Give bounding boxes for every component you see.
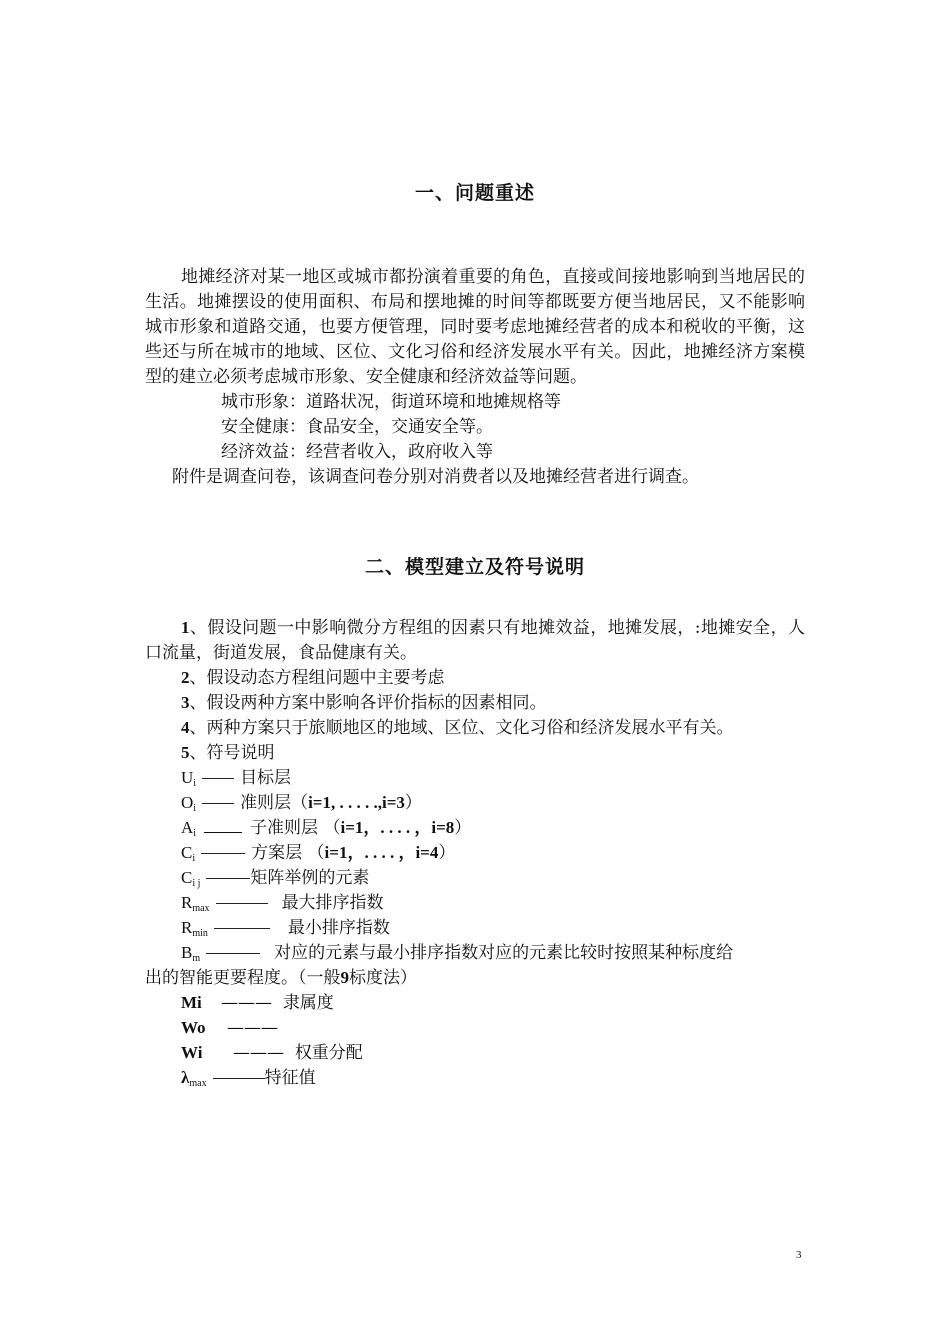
symbol-c-subscript: i	[192, 853, 196, 864]
assumption-2-text: 、假设动态方程组问题中主要考虑	[189, 668, 445, 688]
dash-line	[202, 803, 234, 804]
symbol-a-name: A	[181, 818, 194, 837]
dash-line	[213, 1078, 265, 1079]
symbol-a-description: 子准则层 （	[250, 818, 341, 838]
assumption-4	[181, 715, 734, 741]
symbol-a-close: ）	[454, 818, 472, 838]
symbol-rmax-subscript: max	[192, 903, 210, 914]
symbol-rmin-name: R	[181, 918, 193, 937]
item-economic-benefit: 经济效益：经营者收入，政府收入等	[221, 442, 493, 462]
assumption-3	[181, 690, 547, 716]
symbol-cij-subscript: i j	[192, 878, 201, 889]
symbol-u-subscript: i	[193, 778, 197, 789]
symbol-wo-name: Wo	[181, 1018, 206, 1037]
symbol-lambda-name: λ	[181, 1068, 190, 1087]
symbol-o-description: 准则层（	[240, 793, 309, 813]
symbol-lambda-description: 特征值	[264, 1068, 316, 1088]
symbol-a-subscript: i	[193, 828, 197, 839]
symbol-wo-dash: ———	[227, 1018, 278, 1038]
symbol-cij-name: C	[181, 868, 193, 887]
symbol-a-range: i=1，. . . . ，i=8	[340, 818, 455, 837]
symbol-mi-dash: ———	[221, 993, 272, 1013]
assumption-4-number: 4	[181, 718, 190, 737]
symbol-cij-description: 矩阵举例的元素	[250, 868, 370, 888]
assumption-5-number: 5	[181, 743, 190, 762]
dash-line	[206, 878, 250, 879]
symbol-o-name: O	[181, 793, 194, 812]
assumption-1-number: 1	[181, 618, 190, 637]
symbol-mi-name: Mi	[181, 993, 202, 1012]
symbol-bm-continued	[145, 965, 417, 991]
symbol-bm-description-cont: 出的智能更要程度。（一般	[145, 968, 341, 988]
dash-line	[216, 903, 268, 904]
underline-blank	[204, 818, 242, 833]
assumption-4-text: 、两种方案只于旅顺地区的地域、区位、文化习俗和经济发展水平有关。	[189, 718, 734, 738]
symbol-lambda-subscript: max	[189, 1078, 207, 1089]
dash-line	[206, 953, 260, 954]
symbol-mi-description: 隶属度	[282, 993, 334, 1013]
dash-line	[202, 778, 234, 779]
assumption-5	[181, 740, 275, 766]
section-2-title: 二、模型建立及符号说明	[364, 556, 585, 578]
item-city-image: 城市形象：道路状况，街道环境和地摊规格等	[221, 392, 561, 412]
assumption-3-text: 、假设两种方案中影响各评价指标的因素相同。	[189, 693, 547, 713]
symbol-rmax-name: R	[181, 893, 193, 912]
symbol-wo	[181, 1015, 278, 1041]
page-number: 3	[796, 1249, 802, 1261]
symbol-wi-name: Wi	[181, 1043, 203, 1062]
symbol-rmin-subscript: min	[192, 928, 208, 939]
symbol-rmin-description: 最小排序指数	[287, 918, 390, 938]
section-1-paragraph: 地摊经济对某一地区或城市都扮演着重要的角色，直接或间接地影响到当地居民的生活。地摊摆设的使用面积、布局和摆地摊的时间等都既要方便当地居民，又不能影响城市形象和道路交通，也要方便管理，同时要考虑地摊经营者的成本和税收的平衡，这些还与所在城市的地域、区位、文化习俗和经济发展水平有关。因此，地摊经济方案模型的建立必须考虑城市形象、安全健康和经济效益等问题。	[145, 267, 805, 387]
symbol-c-description: 方案层 （	[251, 843, 325, 863]
assumption-1-text: 、假设问题一中影响微分方程组的因素只有地摊效益，地摊发展，:地摊安全，人口流量，街道发展，食品健康有关。	[145, 618, 805, 663]
appendix-note: 附件是调查问卷，该调查问卷分别对消费者以及地摊经营者进行调查。	[172, 467, 699, 487]
item-safety-health: 安全健康：食品安全，交通安全等。	[221, 417, 493, 437]
assumption-2	[181, 665, 445, 691]
scale-number: 9	[340, 968, 349, 987]
symbol-c-close: ）	[438, 843, 456, 863]
dash-line	[214, 928, 270, 929]
symbol-bm-description: 对应的元素与最小排序指数对应的元素比较时按照某种标度给	[274, 943, 734, 963]
symbol-c-name: C	[181, 843, 193, 862]
symbol-o-range: i=1, . . . . .,i=3	[308, 793, 405, 812]
symbol-wi	[181, 1040, 363, 1066]
assumption-5-text: 、符号说明	[189, 743, 275, 763]
symbol-o-subscript: i	[193, 803, 197, 814]
symbol-u-name: U	[181, 768, 194, 787]
assumption-1	[145, 615, 805, 666]
symbol-c-range: i=1，. . . . ，i=4	[324, 843, 439, 862]
assumption-3-number: 3	[181, 693, 190, 712]
symbol-rmax-description: 最大排序指数	[281, 893, 384, 913]
symbol-u-description: 目标层	[240, 768, 292, 788]
symbol-bm-name: B	[181, 943, 193, 962]
symbol-bm-subscript: m	[192, 953, 201, 964]
dash-line	[201, 853, 245, 854]
symbol-lambda	[181, 1065, 316, 1096]
symbol-wi-dash: ———	[233, 1043, 284, 1063]
symbol-o-close: ）	[404, 793, 422, 813]
symbol-wi-description: 权重分配	[294, 1043, 363, 1063]
symbol-bm-description-end: 标度法）	[349, 968, 417, 988]
symbol-mi	[181, 990, 334, 1016]
section-1-title: 一、问题重述	[414, 182, 535, 204]
assumption-2-number: 2	[181, 668, 190, 687]
